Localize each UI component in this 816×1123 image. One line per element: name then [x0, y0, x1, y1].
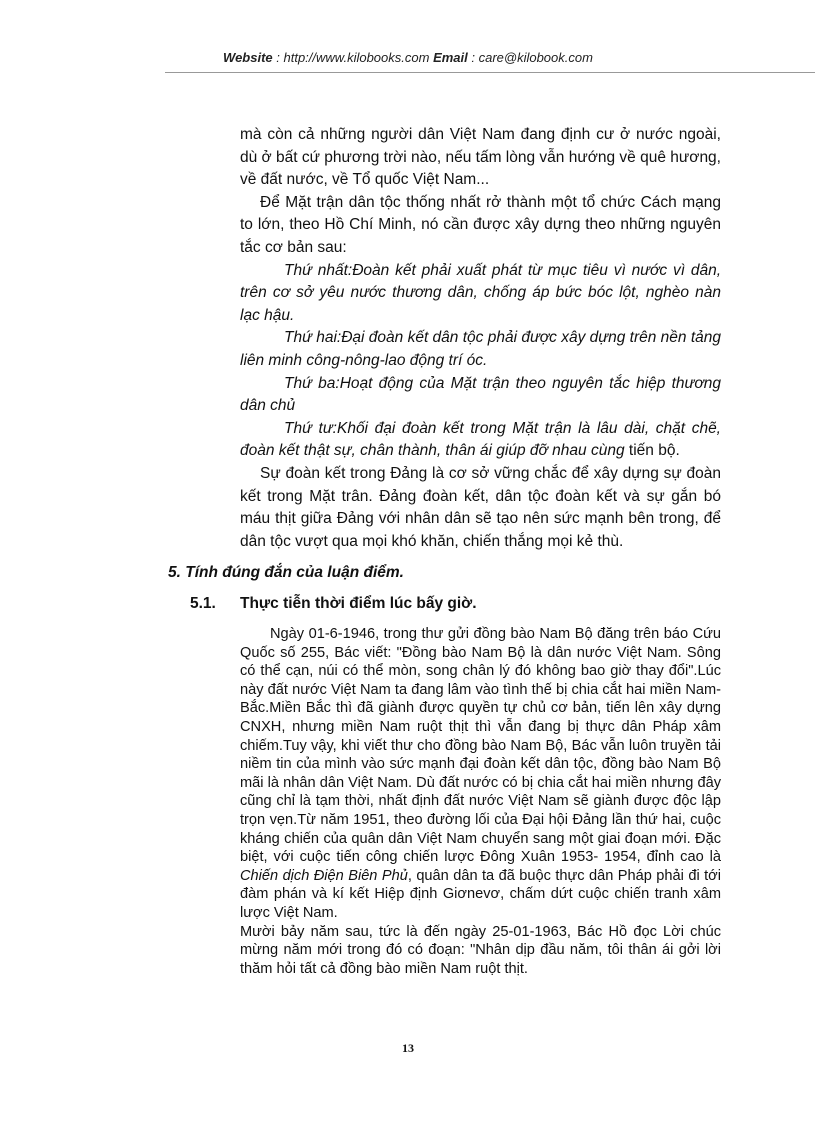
principle-fourth-tail: tiến bộ.: [624, 442, 680, 460]
principle-first: Thứ nhất:Đoàn kết phải xuất phát từ mục tiêu vì nước vì dân, trên cơ sở yêu nước thương dân, chống áp bức bóc lột, nghèo nàn lạc hậu.: [240, 261, 721, 324]
paragraph-letter-1946-text-b: , quân dân ta đã buộc thực dân Pháp phải đi tới đàm phán và kí kết Hiệp định Giơnevơ, chấm dứt cuộc chiến tranh xâm lược Việt Nam.: [240, 867, 721, 921]
header-divider: [165, 72, 815, 73]
subsection-number: 5.1.: [190, 595, 216, 612]
paragraph-party-unity: Sự đoàn kết trong Đảng là cơ sở vững chắc để xây dựng sự đoàn kết trong Mặt trân. Đảng đoàn kết, dân tộc đoàn kết và sự gắn bó máu thịt giữa Đảng với nhân dân sẽ tạo nên sức mạnh bên trong, để dân tộc vượt qua mọi khó khăn, chiến thắng mọi kẻ thù.: [240, 464, 721, 550]
body-section-1: [240, 124, 721, 553]
website-label: Website: [223, 50, 273, 65]
principle-second: Thứ hai:Đại đoàn kết dân tộc phải được xây dựng trên nền tảng liên minh công-nông-lao động trí óc.: [240, 329, 721, 369]
principle-third: Thứ ba:Hoạt động của Mặt trận theo nguyên tắc hiệp thương dân chủ: [240, 374, 721, 415]
paragraph-new-year-1963: Mười bảy năm sau, tức là đến ngày 25-01-1963, Bác Hồ đọc Lời chúc mừng năm mới trong đó có đoạn: "Nhân dịp đầu năm, tôi thân ái gởi lời thăm hỏi tất cả đồng bào miền Nam ruột thịt.: [240, 923, 721, 977]
page-header: [0, 50, 816, 65]
principle-fourth-italic: Thứ tư:Khối đại đoàn kết trong Mặt trận là lâu dài, chặt chẽ, đoàn kết thật sự, chân thành, thân ái giúp đỡ nhau cùng: [240, 419, 721, 460]
body-section-2: [240, 625, 721, 978]
principle-fourth: [240, 418, 721, 463]
paragraph-continuation: mà còn cả những người dân Việt Nam đang định cư ở nước ngoài, dù ở bất cứ phương trời nào, nếu tấm lòng vẫn hướng về quê hương, về đất nước, về Tổ quốc Việt Nam...: [240, 126, 721, 189]
website-url: : http://www.kilobooks.com: [272, 50, 434, 65]
section-heading: 5. Tính đúng đắn của luận điểm.: [168, 564, 404, 581]
email-label: Email: [433, 50, 468, 65]
paragraph-letter-1946: [240, 625, 721, 923]
subsection-heading: [190, 595, 477, 613]
subsection-title: Thực tiễn thời điểm lúc bấy giờ.: [240, 595, 477, 612]
paragraph-front-principles: Để Mặt trận dân tộc thống nhất rở thành một tổ chức Cách mạng to lớn, theo Hồ Chí Minh, nó cần được xây dựng theo những nguyên tắc cơ bản sau:: [240, 193, 721, 256]
paragraph-letter-1946-text-a: Ngày 01-6-1946, trong thư gửi đồng bào Nam Bộ đăng trên báo Cứu Quốc số 255, Bác viết: "Đồng bào Nam Bộ là dân nước Việt Nam. Sông có thể cạn, núi có thể mòn, song chân lý đó không bao giờ thay đổi".Lúc này đất nước Việt Nam ta đang lâm vào tình thế bị chia cắt hai miền Nam-Bắc.Miền Bắc thì đã giành được quyền tự chủ cơ bản, tiến lên xây dựng CNXH, nhưng miền Nam ruột thịt thì vẫn đang bị thực dân Pháp xâm chiếm.Tuy vậy, khi viết thư cho đồng bào Nam Bộ, Bác vẫn luôn truyền tải niềm tin của mình vào sức mạnh đại đoàn kết dân tộc, đồng bào Nam Bộ mãi là nhân dân Việt Nam. Dù đất nước có bị chia cắt hai miền nhưng đây cũng chỉ là tạm thời, nhất định đất nước Việt Nam sẽ giành được độc lập trọn vẹn.Từ năm 1951, theo đường lối của Đại hội Đảng lần thứ hai, cuộc kháng chiến của quân dân Việt Nam chuyển sang một giai đoạn mới. Đặc biệt, với cuộc tiến công chiến lược Đông Xuân 1953- 1954, đỉnh cao là: [240, 626, 721, 866]
page-number: 13: [402, 1041, 414, 1055]
email-value: : care@kilobook.com: [467, 50, 593, 65]
dien-bien-phu-italic: Chiến dịch Điện Biên Phủ: [240, 867, 408, 884]
